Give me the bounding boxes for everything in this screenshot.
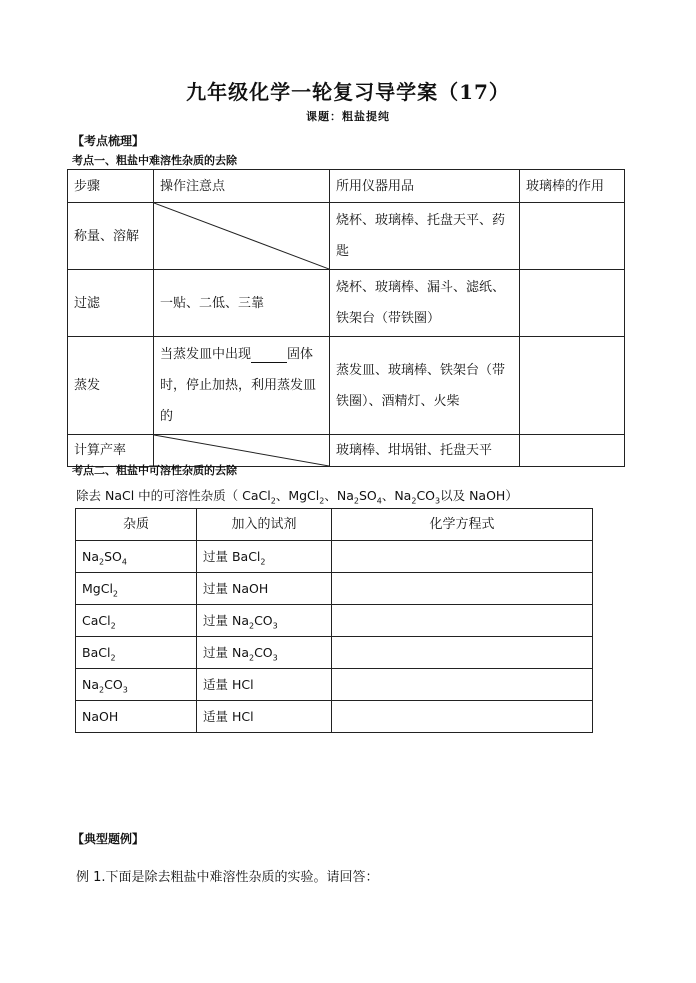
reagent-cell: 过量 $Na_2CO_3$ bbox=[197, 637, 332, 669]
table-row bbox=[76, 573, 593, 605]
header-equation: 化学方程式 bbox=[332, 509, 593, 541]
reagent-cell: 过量 $Na_2CO_3$ bbox=[197, 605, 332, 637]
kaodian-2-heading: 考点二、粗盐中可溶性杂质的去除 bbox=[72, 464, 237, 477]
tools-cell: 玻璃棒、坩埚钳、托盘天平 bbox=[330, 435, 520, 467]
header-rod-role: 玻璃棒的作用 bbox=[520, 170, 625, 203]
note-text: 固体时，停止加热，利用蒸发皿的 bbox=[160, 347, 317, 424]
equation-answer-cell[interactable] bbox=[332, 573, 593, 605]
table-row bbox=[76, 541, 593, 573]
table-row bbox=[68, 203, 625, 270]
section-heading-examples: 【典型题例】 bbox=[72, 832, 145, 846]
note-cell: 一贴、二低、三靠 bbox=[154, 270, 330, 337]
step-cell: 称量、溶解 bbox=[68, 203, 154, 270]
equation-answer-cell[interactable] bbox=[332, 637, 593, 669]
table-row bbox=[76, 669, 593, 701]
soluble-impurity-table bbox=[75, 508, 593, 733]
tools-cell: 烧杯、玻璃棒、托盘天平、药匙 bbox=[330, 203, 520, 270]
page-title: 九年级化学一轮复习导学案（17） bbox=[186, 80, 510, 104]
tools-cell: 蒸发皿、玻璃棒、铁架台（带铁圈）、酒精灯、火柴 bbox=[330, 337, 520, 435]
diagonal-line bbox=[154, 203, 329, 269]
tools-cell: 烧杯、玻璃棒、漏斗、滤纸、铁架台（带铁圈） bbox=[330, 270, 520, 337]
soluble-intro-text: 除去 NaCl 中的可溶性杂质（ CaCl$_2$、MgCl$_2$、$Na_2SO_4$、$Na_2CO_3$以及 NaOH） bbox=[76, 488, 518, 506]
table-row bbox=[68, 270, 625, 337]
header-impurity: 杂质 bbox=[76, 509, 197, 541]
note-text: 当蒸发皿中出现 bbox=[160, 347, 252, 362]
reagent-cell: 适量 HCl bbox=[197, 669, 332, 701]
equation-answer-cell[interactable] bbox=[332, 669, 593, 701]
impurity-cell: MgCl$_2$ bbox=[76, 573, 197, 605]
answer-cell[interactable] bbox=[520, 270, 625, 337]
reagent-cell: 过量 BaCl$_2$ bbox=[197, 541, 332, 573]
impurity-cell: $Na_2SO_4$ bbox=[76, 541, 197, 573]
table-row bbox=[76, 701, 593, 733]
impurity-cell: CaCl$_2$ bbox=[76, 605, 197, 637]
header-step: 步骤 bbox=[68, 170, 154, 203]
impurity-cell: BaCl$_2$ bbox=[76, 637, 197, 669]
header-reagent: 加入的试剂 bbox=[197, 509, 332, 541]
diagonal-cell bbox=[154, 203, 330, 270]
impurity-cell: $Na_2CO_3$ bbox=[76, 669, 197, 701]
impurity-cell: NaOH bbox=[76, 701, 197, 733]
insoluble-impurity-table bbox=[67, 169, 625, 467]
reagent-cell: 适量 HCl bbox=[197, 701, 332, 733]
lesson-subtitle: 课题：粗盐提纯 bbox=[306, 110, 390, 123]
answer-cell[interactable] bbox=[520, 337, 625, 435]
step-cell: 过滤 bbox=[68, 270, 154, 337]
table-row bbox=[76, 605, 593, 637]
note-cell bbox=[154, 337, 330, 435]
kaodian-1-heading: 考点一、粗盐中难溶性杂质的去除 bbox=[72, 154, 237, 167]
table-row bbox=[68, 337, 625, 435]
example-1-question: 例 1.下面是除去粗盐中难溶性杂质的实验。请回答： bbox=[76, 870, 379, 885]
reagent-cell: 过量 NaOH bbox=[197, 573, 332, 605]
answer-cell[interactable] bbox=[520, 435, 625, 467]
header-note: 操作注意点 bbox=[154, 170, 330, 203]
header-tools: 所用仪器用品 bbox=[330, 170, 520, 203]
table-header-row bbox=[76, 509, 593, 541]
answer-cell[interactable] bbox=[520, 203, 625, 270]
equation-answer-cell[interactable] bbox=[332, 541, 593, 573]
equation-answer-cell[interactable] bbox=[332, 701, 593, 733]
section-heading-review: 【考点梳理】 bbox=[72, 134, 145, 148]
step-cell: 计算产率 bbox=[68, 435, 154, 467]
fill-blank[interactable] bbox=[251, 348, 287, 363]
table-header-row bbox=[68, 170, 625, 203]
equation-answer-cell[interactable] bbox=[332, 605, 593, 637]
step-cell: 蒸发 bbox=[68, 337, 154, 435]
table-row bbox=[76, 637, 593, 669]
